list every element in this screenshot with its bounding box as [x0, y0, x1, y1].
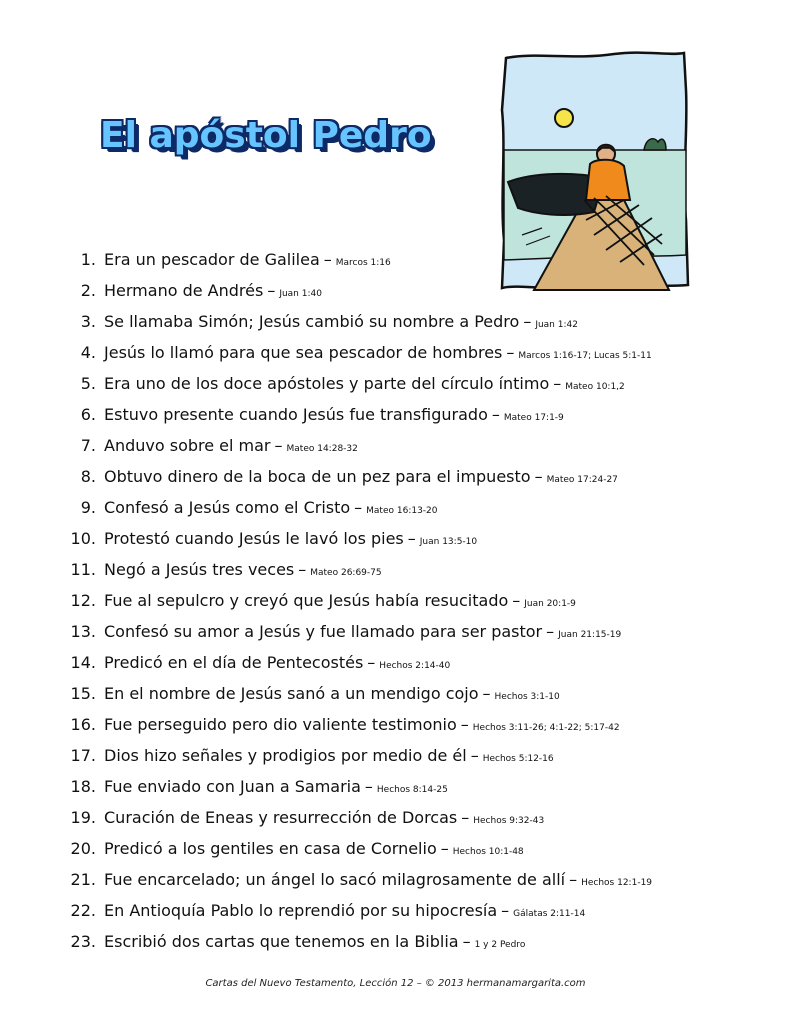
- item-number: 13.: [70, 622, 96, 641]
- item-number: 17.: [70, 746, 96, 765]
- item-text: Era uno de los doce apóstoles y parte del círculo íntimo: [104, 374, 550, 393]
- list-item: [40, 653, 780, 684]
- item-reference: Juan 1:42: [535, 320, 578, 330]
- item-dash: –: [364, 777, 373, 796]
- item-reference: Mateo 16:13-20: [366, 506, 438, 516]
- item-number: 1.: [80, 250, 96, 269]
- item-reference: Mateo 17:24-27: [546, 475, 618, 485]
- item-number: 14.: [70, 653, 96, 672]
- item-text: En Antioquía Pablo lo reprendió por su hipocresía: [104, 901, 498, 920]
- item-reference: Juan 13:5-10: [419, 537, 478, 547]
- item-dash: –: [482, 684, 491, 703]
- list-item: [40, 281, 780, 312]
- item-dash: –: [274, 436, 283, 455]
- item-dash: –: [461, 808, 470, 827]
- item-dash: –: [298, 560, 307, 579]
- list-item: [40, 622, 780, 653]
- item-reference: Hechos 3:11-26; 4:1-22; 5:17-42: [472, 723, 620, 733]
- item-dash: –: [546, 622, 555, 641]
- item-dash: –: [569, 870, 578, 889]
- list-item: [40, 436, 780, 467]
- list-item: [40, 529, 780, 560]
- list-item: [40, 312, 780, 343]
- item-number: 3.: [80, 312, 96, 331]
- list-item: [40, 870, 780, 901]
- item-number: 2.: [80, 281, 96, 300]
- item-number: 11.: [70, 560, 96, 579]
- fisherman-body: [586, 160, 630, 200]
- list-item: [40, 715, 780, 746]
- item-number: 15.: [70, 684, 96, 703]
- item-reference: Hechos 5:12-16: [482, 754, 554, 764]
- item-reference: Hechos 9:32-43: [473, 816, 545, 826]
- list-item: [40, 467, 780, 498]
- item-number: 20.: [70, 839, 96, 858]
- list-item: [40, 808, 780, 839]
- item-reference: Juan 20:1-9: [524, 599, 576, 609]
- item-number: 12.: [70, 591, 96, 610]
- item-dash: –: [553, 374, 562, 393]
- list-item: [40, 591, 780, 622]
- item-reference: Gálatas 2:11-14: [513, 909, 586, 919]
- item-dash: –: [462, 932, 471, 951]
- item-number: 21.: [70, 870, 96, 889]
- item-text: Predicó a los gentiles en casa de Cornelio: [104, 839, 437, 858]
- item-reference: Marcos 1:16: [335, 258, 391, 268]
- item-reference: Hechos 2:14-40: [379, 661, 451, 671]
- list-item: [40, 932, 780, 963]
- item-text: Confesó su amor a Jesús y fue llamado para ser pastor: [104, 622, 543, 641]
- item-text: Fue encarcelado; un ángel lo sacó milagrosamente de allí: [104, 870, 566, 889]
- list-item: [40, 498, 780, 529]
- item-dash: –: [491, 405, 500, 424]
- list-item: [40, 839, 780, 870]
- page-footer: Cartas del Nuevo Testamento, Lección 12 – © 2013 hermanamargarita.com: [205, 978, 586, 989]
- sun-icon: [555, 109, 573, 127]
- item-text: Escribió dos cartas que tenemos en la Biblia: [104, 932, 459, 951]
- item-dash: –: [267, 281, 276, 300]
- item-reference: Juan 21:15-19: [558, 630, 622, 640]
- page-title: El apóstol Pedro: [100, 115, 432, 156]
- item-dash: –: [512, 591, 521, 610]
- item-text: Protestó cuando Jesús le lavó los pies: [104, 529, 404, 548]
- item-dash: –: [367, 653, 376, 672]
- item-text: Fue perseguido pero dio valiente testimonio: [104, 715, 457, 734]
- item-reference: Juan 1:40: [279, 289, 322, 299]
- list-item: [40, 250, 780, 281]
- list-item: [40, 901, 780, 932]
- item-reference: Hechos 8:14-25: [376, 785, 448, 795]
- item-text: Predicó en el día de Pentecostés: [104, 653, 364, 672]
- item-reference: Mateo 17:1-9: [503, 413, 564, 423]
- item-reference: Hechos 12:1-19: [581, 878, 653, 888]
- item-dash: –: [523, 312, 532, 331]
- list-item: [40, 746, 780, 777]
- item-text: En el nombre de Jesús sanó a un mendigo cojo: [104, 684, 479, 703]
- item-number: 5.: [80, 374, 96, 393]
- item-text: Fue enviado con Juan a Samaria: [104, 777, 361, 796]
- item-dash: –: [323, 250, 332, 269]
- item-text: Dios hizo señales y prodigios por medio de él: [104, 746, 467, 765]
- item-dash: –: [354, 498, 363, 517]
- item-text: Se llamaba Simón; Jesús cambió su nombre a Pedro: [104, 312, 520, 331]
- item-number: 7.: [80, 436, 96, 455]
- item-dash: –: [470, 746, 479, 765]
- item-dash: –: [501, 901, 510, 920]
- item-dash: –: [460, 715, 469, 734]
- list-item: [40, 374, 780, 405]
- item-dash: –: [440, 839, 449, 858]
- item-number: 22.: [70, 901, 96, 920]
- item-reference: Marcos 1:16-17; Lucas 5:1-11: [518, 351, 652, 361]
- item-text: Jesús lo llamó para que sea pescador de hombres: [104, 343, 503, 362]
- list-item: [40, 777, 780, 808]
- item-number: 4.: [80, 343, 96, 362]
- item-number: 8.: [80, 467, 96, 486]
- list-item: [40, 684, 780, 715]
- item-text: Confesó a Jesús como el Cristo: [104, 498, 351, 517]
- item-dash: –: [534, 467, 543, 486]
- item-number: 18.: [70, 777, 96, 796]
- list-item: [40, 405, 780, 436]
- item-reference: Mateo 14:28-32: [286, 444, 358, 454]
- list-item: [40, 343, 780, 374]
- item-number: 9.: [80, 498, 96, 517]
- item-number: 23.: [70, 932, 96, 951]
- item-text: Fue al sepulcro y creyó que Jesús había resucitado: [104, 591, 509, 610]
- item-text: Anduvo sobre el mar: [104, 436, 271, 455]
- item-text: Obtuvo dinero de la boca de un pez para el impuesto: [104, 467, 531, 486]
- item-reference: 1 y 2 Pedro: [474, 940, 526, 950]
- item-reference: Mateo 10:1,2: [565, 382, 625, 392]
- item-reference: Hechos 10:1-48: [452, 847, 524, 857]
- item-text: Hermano de Andrés: [104, 281, 264, 300]
- item-text: Estuvo presente cuando Jesús fue transfigurado: [104, 405, 488, 424]
- item-text: Negó a Jesús tres veces: [104, 560, 295, 579]
- item-number: 16.: [70, 715, 96, 734]
- facts-list: [40, 250, 780, 963]
- item-text: Curación de Eneas y resurrección de Dorcas: [104, 808, 458, 827]
- item-reference: Hechos 3:1-10: [494, 692, 560, 702]
- item-dash: –: [506, 343, 515, 362]
- list-item: [40, 560, 780, 591]
- item-number: 6.: [80, 405, 96, 424]
- item-number: 19.: [70, 808, 96, 827]
- item-text: Era un pescador de Galilea: [104, 250, 320, 269]
- item-number: 10.: [70, 529, 96, 548]
- item-reference: Mateo 26:69-75: [310, 568, 382, 578]
- item-dash: –: [407, 529, 416, 548]
